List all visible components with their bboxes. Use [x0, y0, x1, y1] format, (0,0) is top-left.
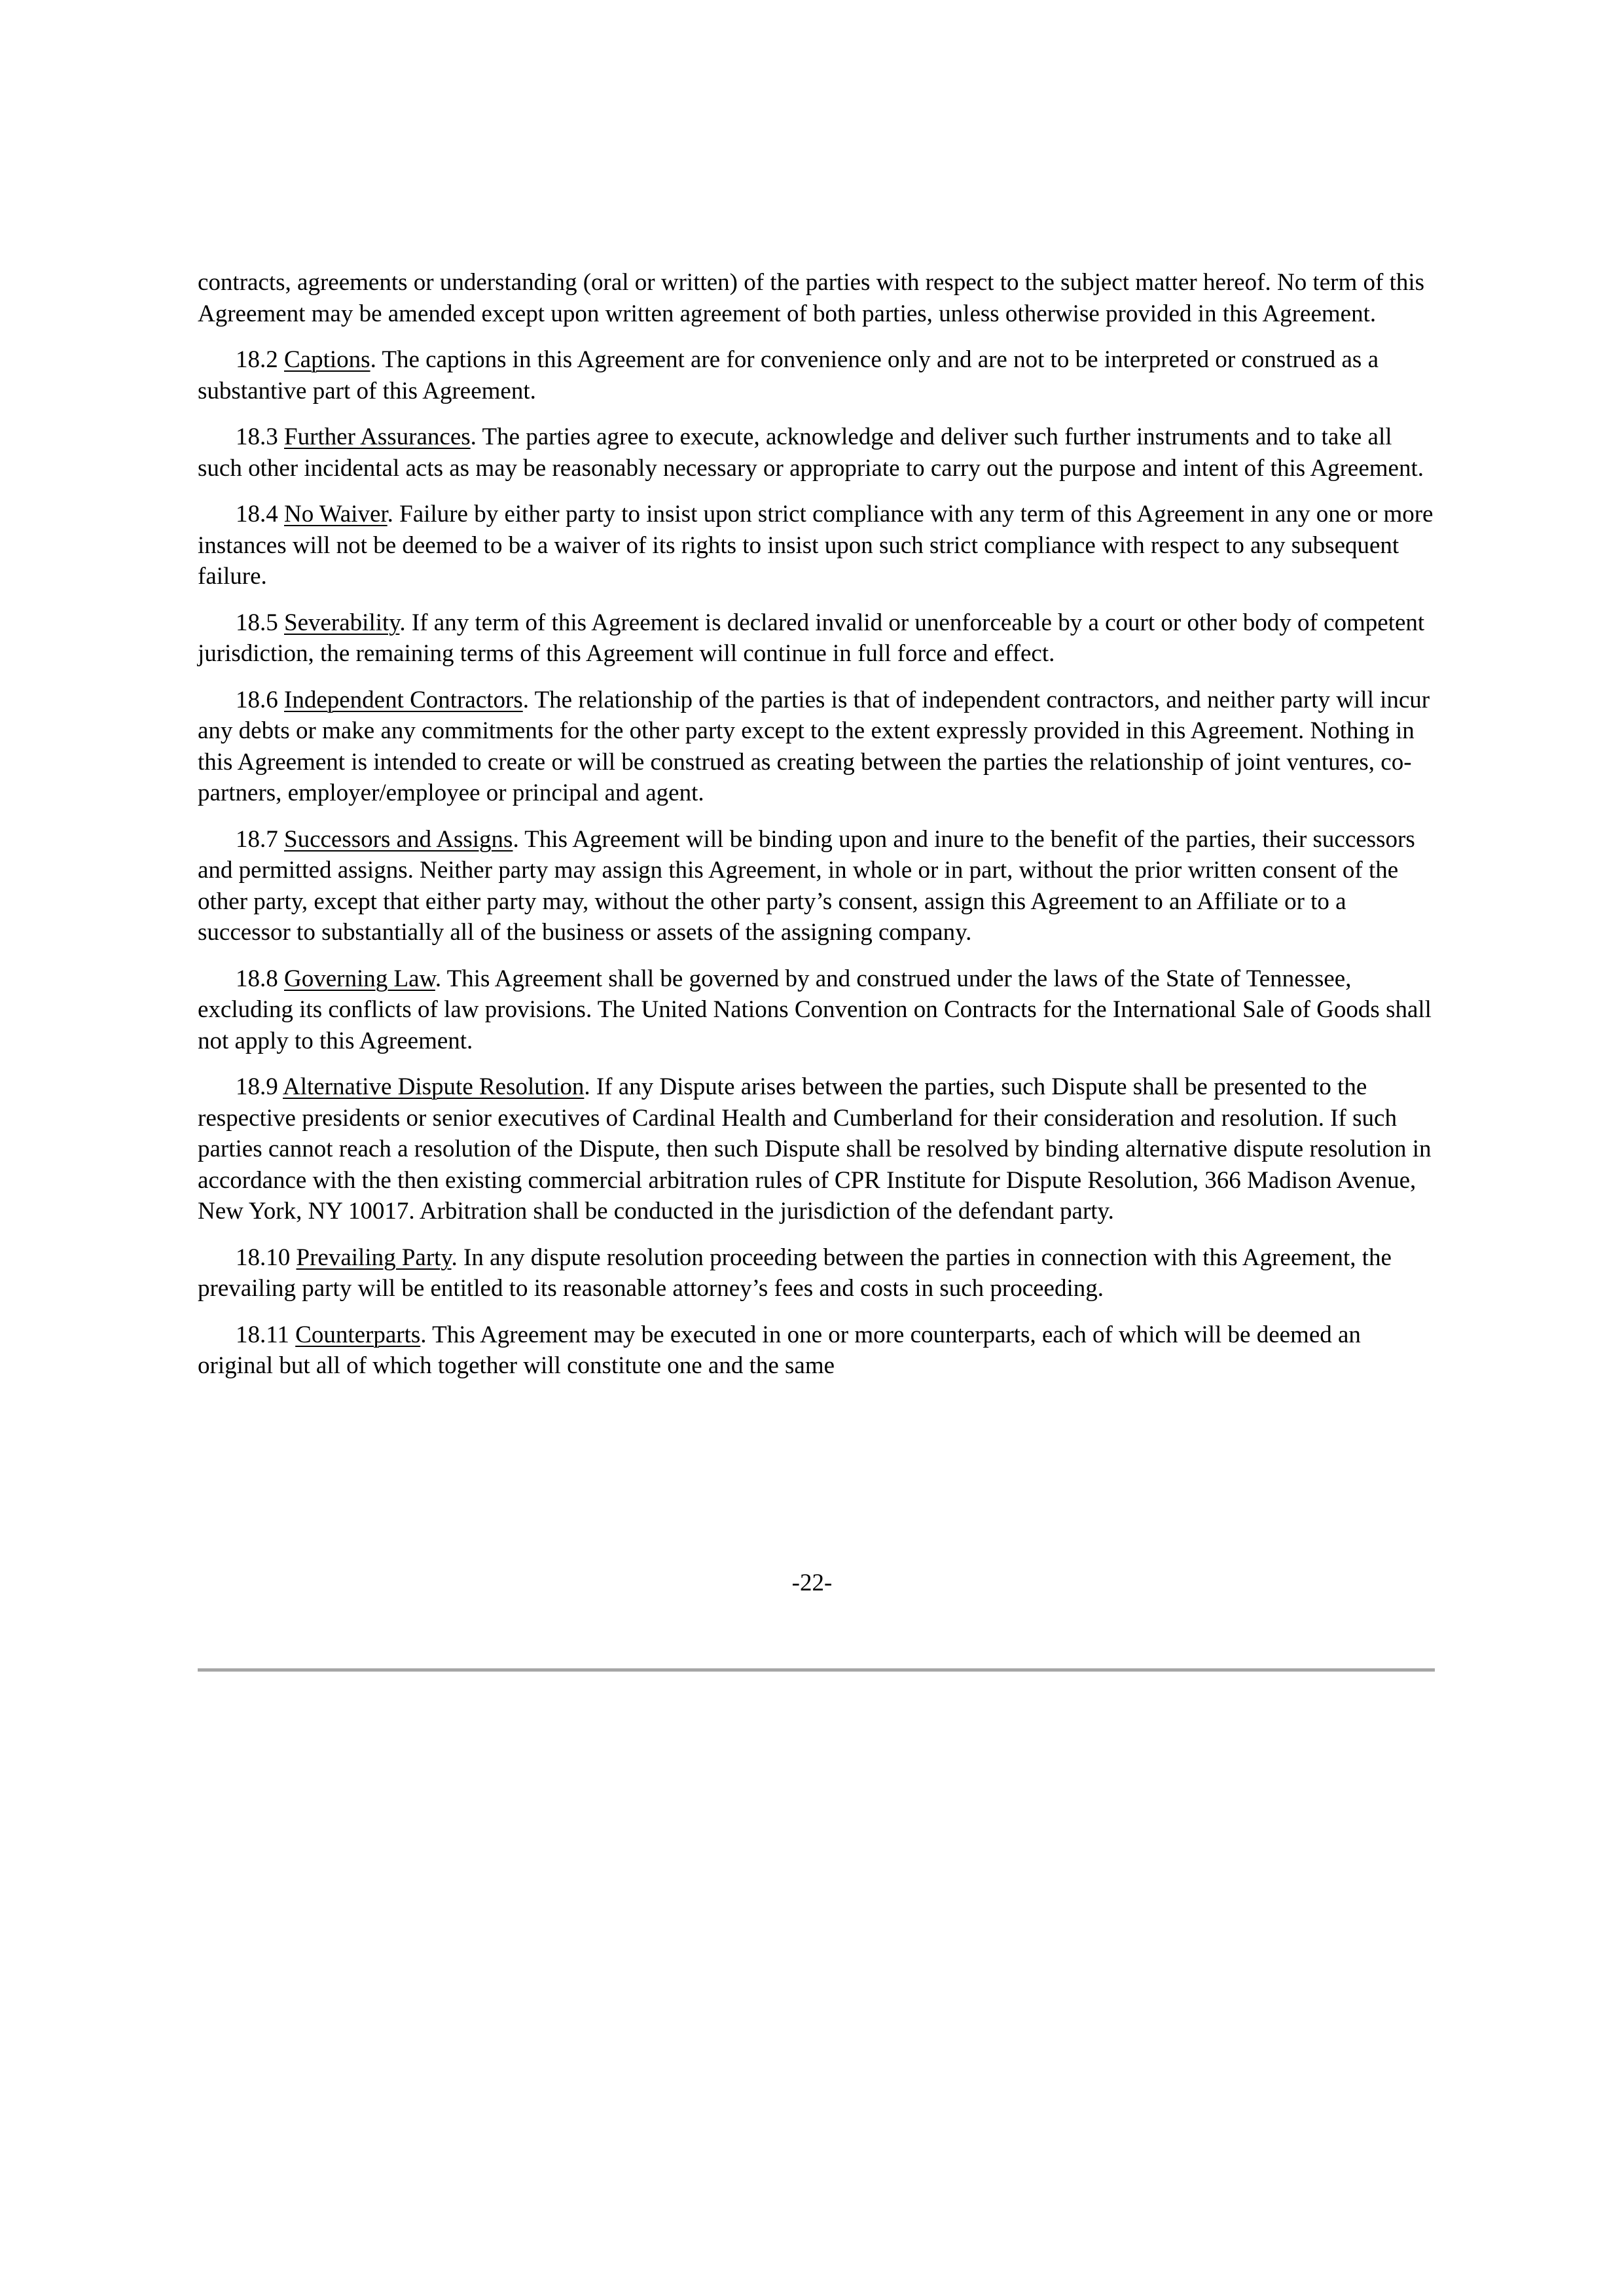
section-number: 18.6: [236, 686, 278, 713]
section-number: 18.11: [236, 1321, 289, 1348]
section-18-5: [198, 607, 1435, 670]
section-text: . The relationship of the parties is that of independent contractors, and neither party will incur any debts or make any commitments for the other party except to the extent expressly provided in this Agreement. Nothing in this Agreement is intended to create or will be construed as creating between the parties the relationship of joint ventures, co-partners, employer/employee or principal and agent.: [198, 686, 1430, 806]
section-heading: Independent Contractors: [284, 686, 523, 713]
section-text: . The parties agree to execute, acknowledge and deliver such further instruments and to take all such other incidental acts as may be reasonably necessary or appropriate to carry out the purpose and intent of this Agreement.: [198, 423, 1424, 482]
section-number: 18.3: [236, 423, 278, 450]
continuation-paragraph: contracts, agreements or understanding (oral or written) of the parties with respect to the subject matter hereof. No term of this Agreement may be amended except upon written agreement of both parties, unless otherwise provided in this Agreement.: [198, 269, 1425, 327]
section-heading: Governing Law: [284, 965, 435, 992]
section-text: . Failure by either party to insist upon strict compliance with any term of this Agreement in any one or more instances will not be deemed to be a waiver of its rights to insist upon such strict compliance with respect to any subsequent failure.: [198, 501, 1434, 590]
section-number: 18.4: [236, 501, 278, 528]
section-heading: Captions: [284, 346, 370, 373]
section-heading: Alternative Dispute Resolution: [282, 1073, 585, 1100]
section-text: . In any dispute resolution proceeding between the parties in connection with this Agreement, the prevailing party will be entitled to its reasonable attorney’s fees and costs in such proceeding.: [198, 1244, 1392, 1302]
page-number: -22-: [791, 1570, 833, 1596]
section-18-11: [198, 1319, 1435, 1382]
section-heading: Successors and Assigns: [284, 825, 513, 853]
section-heading: Prevailing Party: [296, 1244, 452, 1271]
section-18-7: [198, 824, 1435, 948]
section-number: 18.7: [236, 825, 278, 853]
section-text: . If any Dispute arises between the parties, such Dispute shall be presented to the respective presidents or senior executives of Cardinal Health and Cumberland for their consideration and resolution. If such parties cannot reach a resolution of the Dispute, then such Dispute shall be resolved by binding alternative dispute resolution in accordance with the then existing commercial arbitration rules of CPR Institute for Dispute Resolution, 366 Madison Avenue, New York, NY 10017. Arbitration shall be conducted in the jurisdiction of the defendant party.: [198, 1073, 1432, 1225]
section-text: . This Agreement will be binding upon and inure to the benefit of the parties, their successors and permitted assigns. Neither party may assign this Agreement, in whole or in part, without the prior written consent of the other party, except that either party may, without the other party’s consent, assign this Agreement to an Affiliate or to a successor to substantially all of the business or assets of the assigning company.: [198, 825, 1415, 946]
section-heading: No Waiver: [284, 501, 388, 528]
section-18-10: [198, 1242, 1435, 1304]
section-18-2: [198, 344, 1435, 406]
section-18-8: [198, 963, 1435, 1057]
section-18-9: [198, 1071, 1435, 1227]
section-heading: Further Assurances: [284, 423, 471, 450]
section-text: . This Agreement may be executed in one or more counterparts, each of which will be deemed an original but all of which together will constitute one and the same: [198, 1321, 1361, 1379]
section-number: 18.2: [236, 346, 278, 373]
section-18-4: [198, 499, 1435, 592]
section-heading: Counterparts: [295, 1321, 421, 1348]
section-number: 18.9: [236, 1073, 278, 1100]
section-18-3: [198, 422, 1435, 484]
section-number: 18.8: [236, 965, 278, 992]
section-18-6: [198, 685, 1435, 809]
document-body: [198, 267, 1435, 1397]
section-text: . This Agreement shall be governed by and construed under the laws of the State of Tennessee, excluding its conflicts of law provisions. The United Nations Convention on Contracts for the International Sale of Goods shall not apply to this Agreement.: [198, 965, 1432, 1054]
page-divider: [198, 1668, 1435, 1672]
section-heading: Severability: [284, 609, 400, 636]
section-text: . The captions in this Agreement are for convenience only and are not to be interpreted or construed as a substantive part of this Agreement.: [198, 346, 1379, 404]
section-text: . If any term of this Agreement is declared invalid or unenforceable by a court or other body of competent jurisdiction, the remaining terms of this Agreement will continue in full force and effect.: [198, 609, 1425, 667]
section-number: 18.10: [236, 1244, 291, 1271]
section-number: 18.5: [236, 609, 278, 636]
